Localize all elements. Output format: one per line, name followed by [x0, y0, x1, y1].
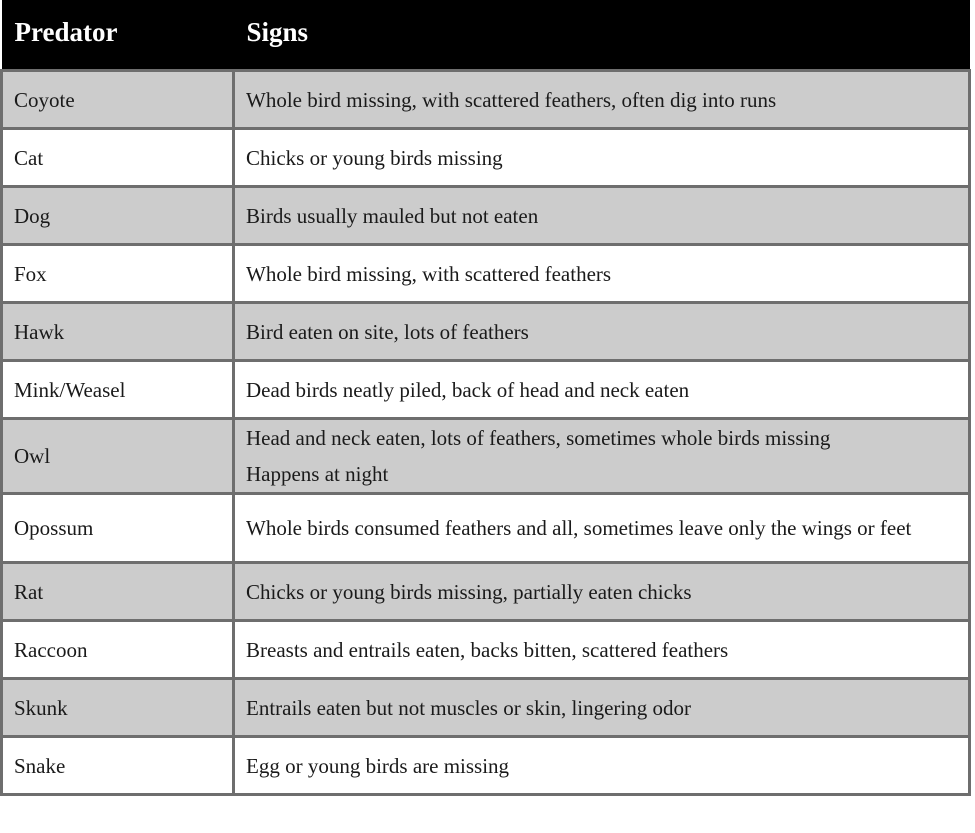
predator-cell: Fox: [2, 245, 234, 303]
predator-cell: Rat: [2, 563, 234, 621]
table-row: [2, 494, 970, 563]
signs-cell: [234, 71, 970, 129]
signs-cell: [234, 187, 970, 245]
signs-text: Chicks or young birds missing, partially eaten chicks: [246, 579, 692, 604]
signs-text: Entrails eaten but not muscles or skin, lingering odor: [246, 695, 691, 720]
predator-cell: Snake: [2, 737, 234, 795]
signs-text: Whole bird missing, with scattered feathers, often dig into runs: [246, 87, 777, 112]
header-row: [2, 0, 970, 71]
signs-cell: [234, 303, 970, 361]
predator-cell: Skunk: [2, 679, 234, 737]
signs-text: Breasts and entrails eaten, backs bitten, scattered feathers: [246, 637, 729, 662]
table-row: [2, 419, 970, 494]
table-row: [2, 129, 970, 187]
signs-text-extra: Happens at night: [246, 462, 389, 486]
signs-text: Dead birds neatly piled, back of head and neck eaten: [246, 377, 690, 402]
table-row: [2, 245, 970, 303]
signs-cell: [234, 419, 970, 494]
signs-text: Whole birds consumed feathers and all, sometimes leave only the wings or feet: [246, 516, 912, 540]
signs-text: Bird eaten on site, lots of feathers: [246, 319, 529, 344]
table-row: [2, 679, 970, 737]
signs-text: Chicks or young birds missing: [246, 145, 503, 170]
signs-text: Birds usually mauled but not eaten: [246, 203, 539, 228]
signs-cell: [234, 129, 970, 187]
predator-cell: Raccoon: [2, 621, 234, 679]
predator-cell: Mink/Weasel: [2, 361, 234, 419]
signs-cell: [234, 679, 970, 737]
signs-text: Head and neck eaten, lots of feathers, sometimes whole birds missing: [246, 426, 831, 450]
table-row: [2, 737, 970, 795]
signs-text: Whole bird missing, with scattered feathers: [246, 261, 612, 286]
table-row: [2, 303, 970, 361]
signs-cell: [234, 621, 970, 679]
table-row: [2, 361, 970, 419]
predator-cell: Opossum: [2, 494, 234, 563]
header-signs: Signs: [234, 0, 970, 71]
table-row: [2, 621, 970, 679]
signs-cell: [234, 245, 970, 303]
header-predator: Predator: [2, 0, 234, 71]
predator-cell: Hawk: [2, 303, 234, 361]
predator-cell: Owl: [2, 419, 234, 494]
signs-cell: [234, 361, 970, 419]
predator-cell: Cat: [2, 129, 234, 187]
predator-cell: Dog: [2, 187, 234, 245]
signs-text: Egg or young birds are missing: [246, 753, 510, 778]
table-row: [2, 563, 970, 621]
signs-cell: [234, 737, 970, 795]
table-row: [2, 187, 970, 245]
predator-cell: Coyote: [2, 71, 234, 129]
signs-cell: [234, 563, 970, 621]
table-row: [2, 71, 970, 129]
signs-cell: [234, 494, 970, 563]
